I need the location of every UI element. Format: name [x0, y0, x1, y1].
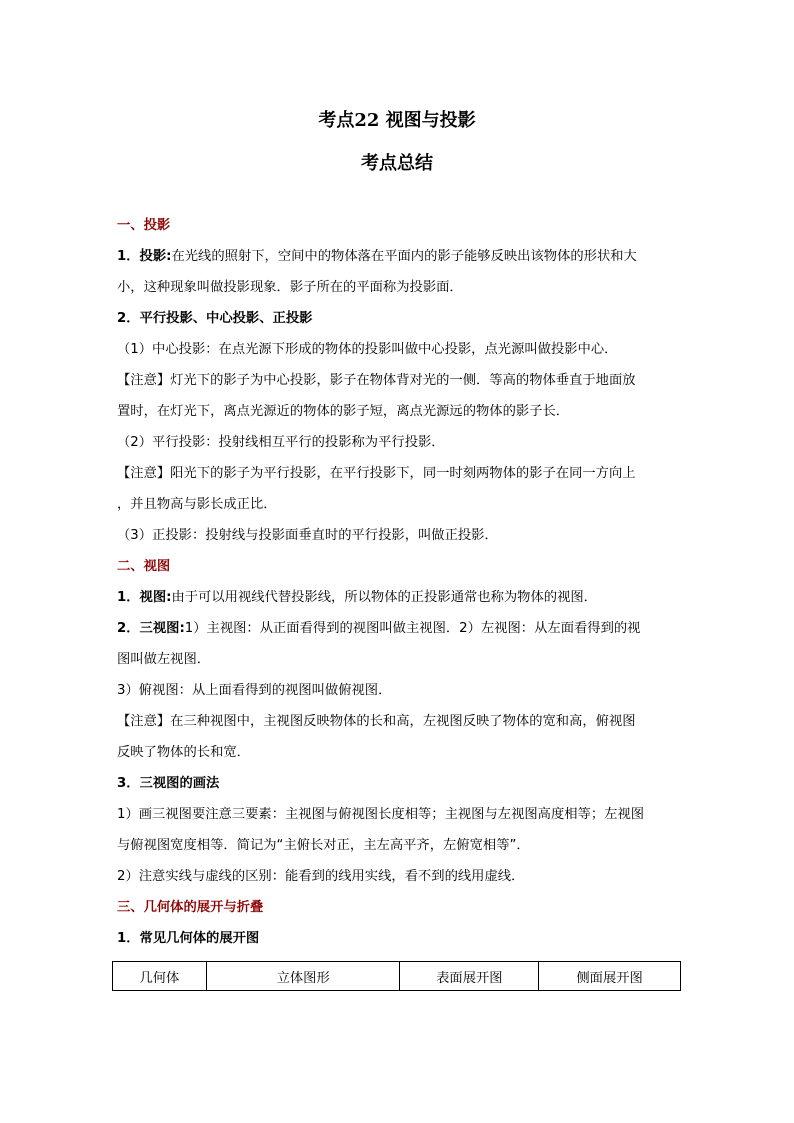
paragraph-line: 与俯视图宽度相等．简记为“主俯长对正，主左高平齐，左俯宽相等”．	[117, 838, 530, 853]
term-label: 1．投影:	[117, 249, 172, 264]
paragraph-line: 小，这种现象叫做投影现象．影子所在的平面称为投影面．	[117, 280, 463, 295]
paragraph-three-views	[117, 618, 687, 649]
paragraph-text: 由于可以用视线代替投影线，所以物体的正投影通常也称为物体的视图．	[171, 590, 597, 605]
page-title: 考点22 视图与投影	[318, 110, 476, 131]
drawing-rule-2: 2）注意实线与虚线的区别：能看到的线用实线，看不到的线用虚线．	[117, 869, 525, 884]
page-subtitle: 考点总结	[361, 153, 433, 174]
top-view-item: 3）俯视图：从上面看得到的视图叫做俯视图．	[117, 683, 392, 698]
table-header-row	[113, 962, 681, 991]
subheading-projection-types: 2．平行投影、中心投影、正投影	[117, 311, 313, 326]
paragraph-view-def	[117, 587, 687, 618]
table-header-cell: 侧面展开图	[539, 962, 681, 991]
parallel-projection-item: （2）平行投影：投射线相互平行的投影称为平行投影．	[117, 435, 445, 450]
table-header-cell: 几何体	[113, 962, 207, 991]
note-parallel-projection: 【注意】阳光下的影子为平行投影，在平行投影下，同一时刻两物体的影子在同一方向上	[117, 466, 636, 481]
paragraph-line: ，并且物高与影长成正比．	[117, 497, 277, 512]
paragraph-line: 反映了物体的长和宽．	[117, 745, 250, 760]
paragraph-text: 1）主视图：从正面看得到的视图叫做主视图．2）左视图：从左面看得到的视	[184, 621, 641, 636]
paragraph-line: 图叫做左视图．	[117, 652, 211, 667]
table-header-cell: 立体图形	[206, 962, 400, 991]
note-central-projection: 【注意】灯光下的影子为中心投影，影子在物体背对光的一侧．等高的物体垂直于地面放	[117, 373, 636, 388]
paragraph-line: 置时，在灯光下，离点光源近的物体的影子短，离点光源远的物体的影子长．	[117, 404, 570, 419]
note-three-views: 【注意】在三种视图中，主视图反映物体的长和高，左视图反映了物体的宽和高，俯视图	[117, 714, 636, 729]
paragraph-text: 在光线的照射下，空间中的物体落在平面内的影子能够反映出该物体的形状和大	[171, 249, 637, 264]
subheading-drawing-method: 3．三视图的画法	[117, 776, 220, 791]
table-header-cell: 表面展开图	[400, 962, 539, 991]
term-label: 1．视图:	[117, 590, 172, 605]
section-heading-projection: 一、投影	[117, 218, 171, 233]
geometry-nets-table	[112, 961, 681, 991]
orthographic-projection-item: （3）正投影：投射线与投影面垂直时的平行投影，叫做正投影．	[117, 528, 498, 543]
document-body	[117, 215, 687, 959]
subheading-common-nets: 1．常见几何体的展开图	[117, 931, 260, 946]
section-heading-views: 二、视图	[117, 559, 171, 574]
section-heading-unfolding: 三、几何体的展开与折叠	[117, 900, 264, 915]
term-label: 2．三视图:	[117, 621, 185, 636]
paragraph-projection-def	[117, 246, 687, 277]
central-projection-item: （1）中心投影：在点光源下形成的物体的投影叫做中心投影，点光源叫做投影中心．	[117, 342, 618, 357]
drawing-rule-1: 1）画三视图要注意三要素：主视图与俯视图长度相等；主视图与左视图高度相等；左视图	[117, 807, 645, 822]
